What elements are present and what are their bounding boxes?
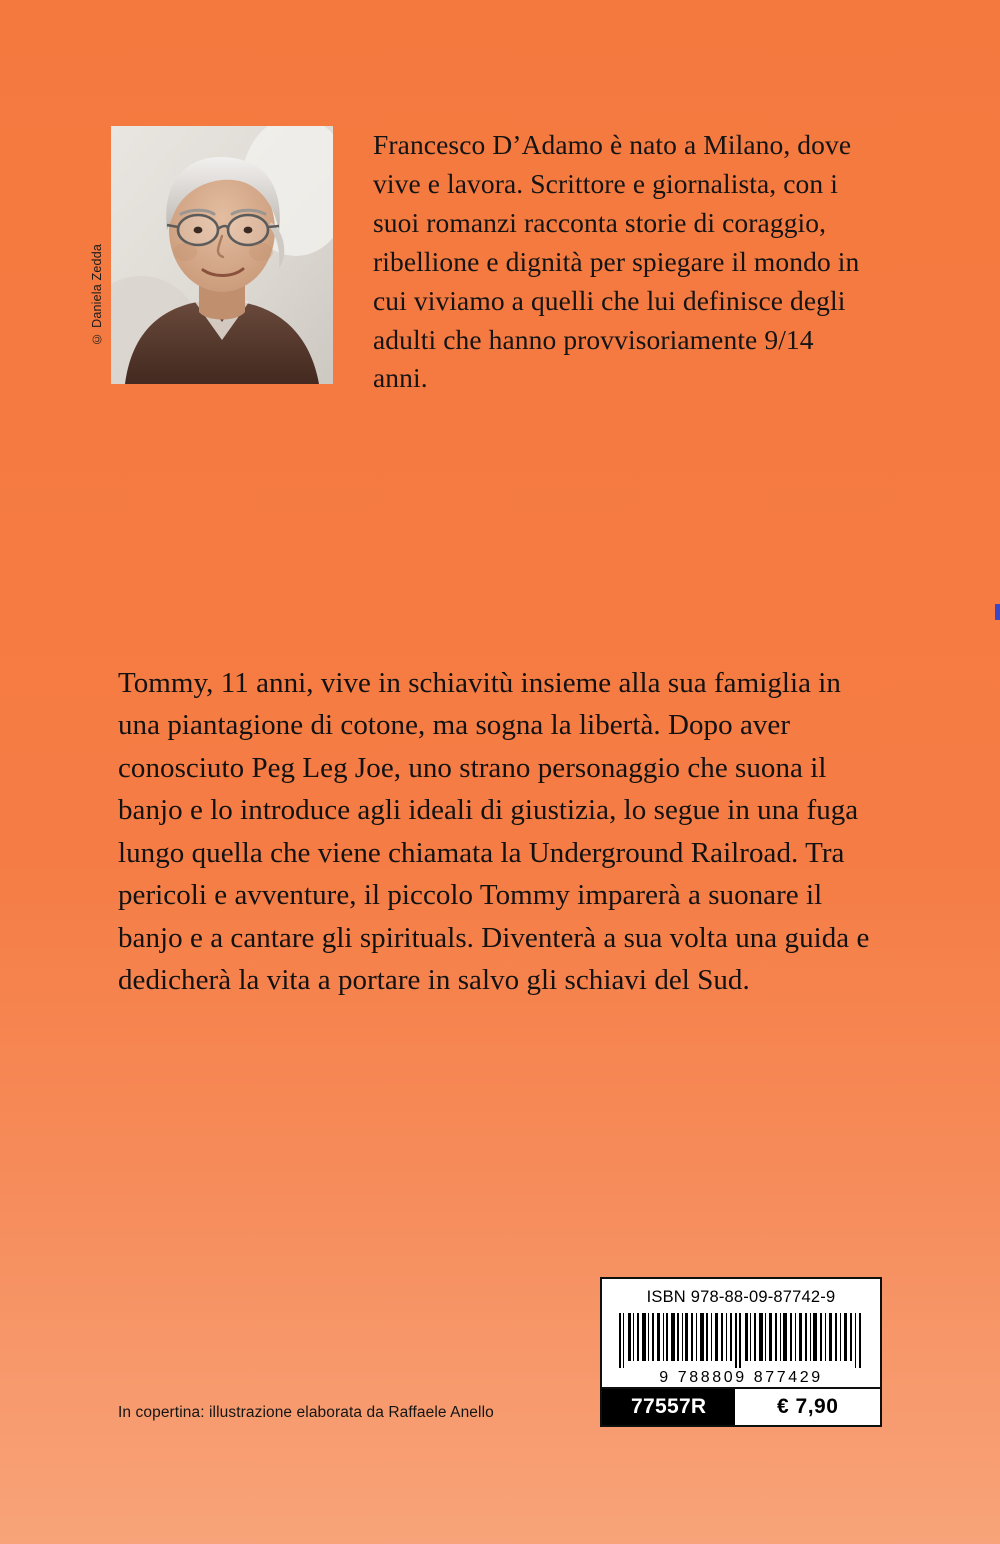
- book-blurb: Tommy, 11 anni, vive in schiavitù insieme alla sua famiglia in una piantagione di cotone, ma sogna la libertà. Dopo aver conosciuto Peg Leg Joe, uno strano personaggio che suona il banjo e lo introduce agli ideali di giustizia, lo segue in una fuga lungo quella che viene chiamata la Underground Railroad. Tra pericoli e avventure, il piccolo Tommy imparerà a suonare il banjo e a cantare gli spirituals. Diventerà a sua volta una guida e dedicherà la vita a portare in salvo gli schiavi del Sud.: [118, 667, 870, 997]
- internal-code: 77557R: [602, 1389, 735, 1425]
- barcode-digits: 9 788809 877429: [659, 1369, 823, 1386]
- author-block: [90, 126, 890, 398]
- barcode-bars: [617, 1313, 865, 1368]
- edge-color-mark: [995, 604, 1000, 620]
- photo-credit: © Daniela Zedda: [90, 244, 104, 346]
- barcode-block: [600, 1277, 882, 1427]
- isbn-label: ISBN 978-88-09-87742-9: [646, 1288, 836, 1306]
- cover-illustration-credit: In copertina: illustrazione elaborata da Raffaele Anello: [118, 1404, 494, 1421]
- price-row: [602, 1387, 880, 1425]
- price-label: € 7,90: [735, 1389, 880, 1425]
- author-portrait: [111, 126, 333, 384]
- author-bio-text: Francesco D’Adamo è nato a Milano, dove vive e lavora. Scrittore e giornalista, con i suoi romanzi racconta storie di coraggio, ribellione e dignità per spiegare il mondo in cui viviamo a quelli che lui definisce degli adulti che hanno provvisoriamente 9/14 anni.: [373, 129, 860, 394]
